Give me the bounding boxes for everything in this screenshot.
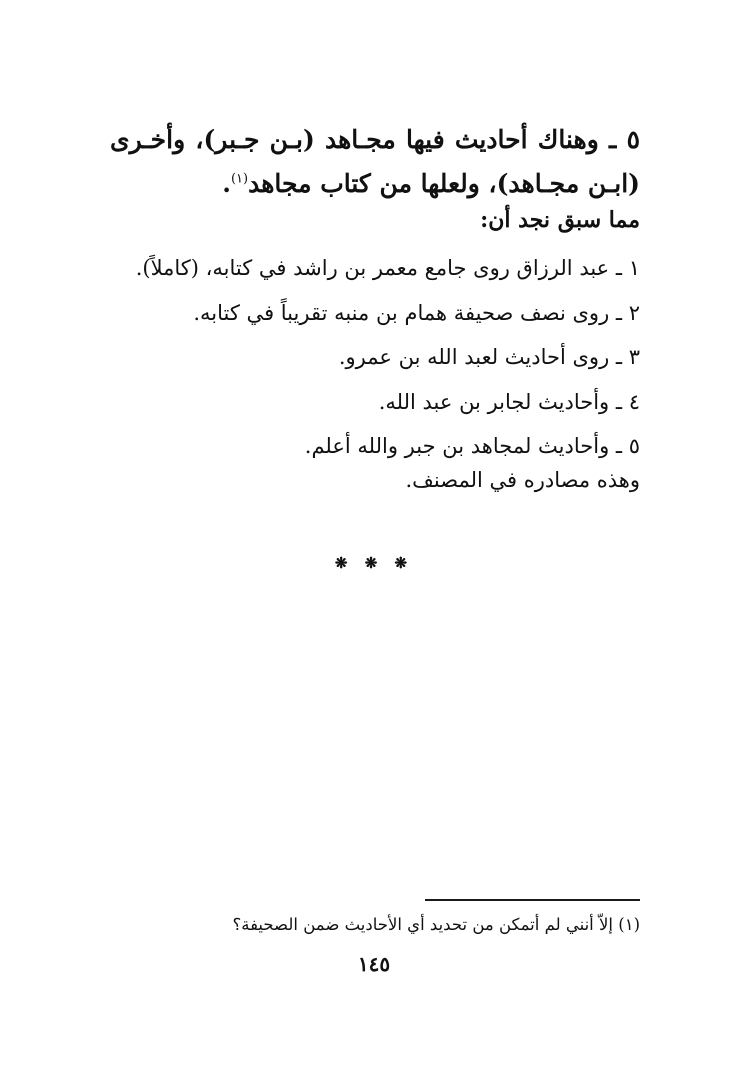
paragraph-five [110,118,640,206]
closing-line: وهذه مصادره في المصنف. [405,468,640,492]
paragraph-end: . [222,169,231,198]
footnote-reference[interactable]: (١) [230,171,249,187]
list-item: ٥ ـ وأحاديث لمجاهد بن جبر والله أعلم. [304,434,640,458]
paragraph-text: ٥ ـ وهناك أحاديث فيها مجـاهد (بـن جـبر)، وأخـرى (ابـن مجـاهد)، ولعلها من كتاب مجاهد [110,125,640,198]
list-item: ١ ـ عبد الرزاق روى جامع معمر بن راشد في كتابه، (كاملاً). [135,256,640,280]
list-item: ٤ ـ وأحاديث لجابر بن عبد الله. [378,389,640,414]
summary-intro: مما سبق نجد أن: [480,207,640,233]
footnote-divider [425,899,640,901]
list-item: ٣ ـ روى أحاديث لعبد الله بن عمرو. [338,345,640,369]
section-separator: ❋ ❋ ❋ [334,554,414,572]
list-item: ٢ ـ روى نصف صحيفة همام بن منبه تقريباً في كتابه. [193,300,640,325]
page-number: ١٤٥ [357,952,391,976]
findings-list [136,246,640,469]
footnote: (١) إلاّ أنني لم أتمكن من تحديد أي الأحاديث ضمن الصحيفة؟ [232,915,640,934]
